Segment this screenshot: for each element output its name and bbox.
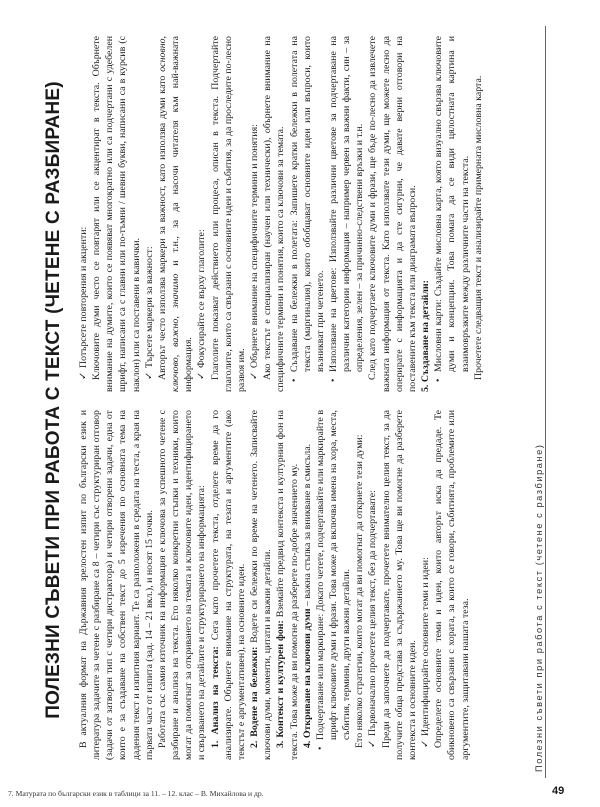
check-label: Обърнете внимание на специфичните термини и понятия: (249, 124, 261, 368)
check-item (143, 36, 156, 392)
check-label: Търсете маркери за важност: (143, 246, 155, 368)
paragraph: Работата със самия източник на информация е ключова за успешното четене с разбиране и анализа на текста. Ето няколко конкретни стъпки и техники, които могат да помогнат за откриването на темата и ключовите идеи, идентифицирането и свързването на детайлите и структурирането на информацията: (156, 410, 208, 760)
left-column (77, 410, 472, 760)
divider (545, 26, 546, 778)
list-item: • Подчертаване или маркиране: Докато четете, подчертавайте или маркирайте в шрифт ключовите думи и фрази. Това може да включва имена на хора, места, събития, термини, други важни детайли. (314, 410, 353, 750)
text: Авторът често използва маркери за важност, като използва думи като (156, 71, 168, 380)
bullet-list (432, 36, 471, 392)
rotated-page (37, 26, 559, 778)
checkmark-icon: ✓ (143, 371, 155, 380)
list-item: • Мисловни карти: Създайте мисловна карта, която визуално свързва ключовите думи и концепции. Това помага да се види цялостната картина и взаимовръзките между различните части на текста. (432, 36, 471, 382)
checkmark-icon: ✓ (420, 739, 432, 748)
paragraph: Ключовите думи често се повтарят или се акцентират в текста. Обърнете внимание на думите, които се появяват многократно или са подчертани с удебелен шрифт, написани са с главни или по-тъмни / шевни букви, написани са в курсив (с наклон) или са поставени в кавички. (91, 36, 142, 392)
step-5 (419, 36, 432, 392)
running-header: Полезни съвети при работа с текст (четене с разбиране) (534, 443, 544, 772)
text: и т.н., за да насочи читателя към най-важната информация. (170, 36, 195, 392)
paragraph: Определете основните теми и идеи, които авторът иска да предаде. Те обикновено са свързани с хората, за които се говори, събитията, проблемите или аргументите, защитавани нашата теза. (433, 410, 471, 760)
check-item (195, 36, 208, 392)
paragraph: Ако текстът е специализиран (научен или технически), обърнете внимание на специфичните термини и понятия, които са ключови за темата. (262, 36, 287, 392)
paragraph: Ето няколко стратегии, които могат да ви помогнат да откриете тези думи: (354, 434, 366, 748)
check-item (248, 36, 261, 392)
checkmark-icon: ✓ (249, 371, 261, 380)
paragraph: Преди да започнете да подчертавате, прочетете внимателно целия текст, за да получите обща представа за съдържанието му. Това ще ви помогне да разберете контекста и основните идеи. (380, 410, 418, 760)
check-label: Потърсете повторения и акценти: (78, 226, 89, 368)
check-item (77, 36, 90, 392)
check-label: Идентифицирайте основните теми и идеи: (420, 557, 432, 736)
bullet-list (314, 410, 353, 760)
step-text: Водете си бележки по време на четенето. Записвайте ключови думи, моменти, цитати и важни детайли. (249, 410, 274, 760)
paragraph (156, 36, 195, 392)
step-text: Сега като прочетете текста, отделете време да го анализирате. Обърнете внимание на структурата, на тезата и аргументите (ако текстът е аргументативен), на основните идеи. (209, 409, 247, 760)
step-title: 5. Създаване на детайли: (420, 280, 432, 392)
step-1 (209, 410, 248, 760)
page-number: 49 (552, 785, 565, 797)
step-title: 4. Откриване на ключови думи (301, 608, 313, 748)
check-label: Първоначално прочетете целия текст, без да подчертавате: (367, 490, 379, 736)
step-4 (301, 410, 314, 760)
step-text: – важна стъпка за вникване в смисъла. (301, 443, 313, 609)
paragraph: Прочетете следващия текст и анализирайте примерната мисловна карта. (472, 75, 484, 380)
list-item: • Използване на цветове: Използвайте различни цветове за подчертаване на различни категории информация – например червен за важни факти, син – за определения, зелен – за причинно-следствени връзки и т.н. (327, 36, 366, 382)
paragraph: След като подчертаете ключовите думи и фрази, ще бъде по-лесно да извлечете важната информация от текста. Като използвате тези думи, ще можете лесно да оперирате с информацията и да сте сигурни, че давате верни отговори на поставените към текста или диаграмата въпроси. (367, 36, 418, 392)
page-title: ПОЛЕЗНИ СЪВЕТИ ПРИ РАБОТА С ТЕКСТ (ЧЕТЕНЕ С РАЗБИРАНЕ) (43, 81, 64, 719)
step-title: 1. Анализ на текста: (209, 646, 221, 748)
check-item (419, 410, 432, 760)
list-item: • Създаване на бележки в полетата: Запишете кратки бележки в полетата на текста (маргиналия), които обобщават основните идеи или въпроси, които възникват при четенето. (288, 36, 327, 382)
right-column (77, 36, 485, 392)
italic-text: основно, ключово, важно, значимо (156, 36, 182, 392)
checkmark-icon: ✓ (78, 371, 89, 380)
step-title: 2. Водене на бележки: (249, 646, 261, 748)
checkmark-icon: ✓ (196, 371, 208, 380)
check-label: Фокусирайте се върху глаголите: (196, 229, 208, 368)
step-2 (248, 410, 274, 760)
footer-credit: 7. Матурата по български език в таблици за 11. – 12. клас – В. Михайлова и др. (8, 789, 264, 798)
bullet-list (288, 36, 367, 392)
paragraph: Глаголите показват действието или процеса, описан в текста. Подчертайте глаголите, които са свързани с основните идеи и събития, за да проследите по-лесно развоя им. (209, 36, 247, 392)
step-title: 3. Контекст и културен фон: (275, 620, 287, 748)
step-3 (274, 410, 300, 760)
checkmark-icon: ✓ (367, 739, 379, 748)
step-text: Вземайте предвид контекста и културния фон на текста. Това може да ви помогне да разберете по-добре значението му. (275, 410, 300, 760)
intro-paragraph: В актуалния формат на Държавния зрелостен изпит по български език и литература задачите за четене с разбиране са 8 – четири със структуриран отговор (задачи от затворен тип с четири дистрактора) и четири отворени задачи, една от които е за създаване на собствен текст до 5 изречения по основната тема на дадения текст и изпитния вариант. Те са разположени в средата на теста, а края на първата част от изпита (зад. 14 – 21 вкл.), и носят 15 точки. (78, 410, 155, 760)
check-item (366, 410, 379, 760)
